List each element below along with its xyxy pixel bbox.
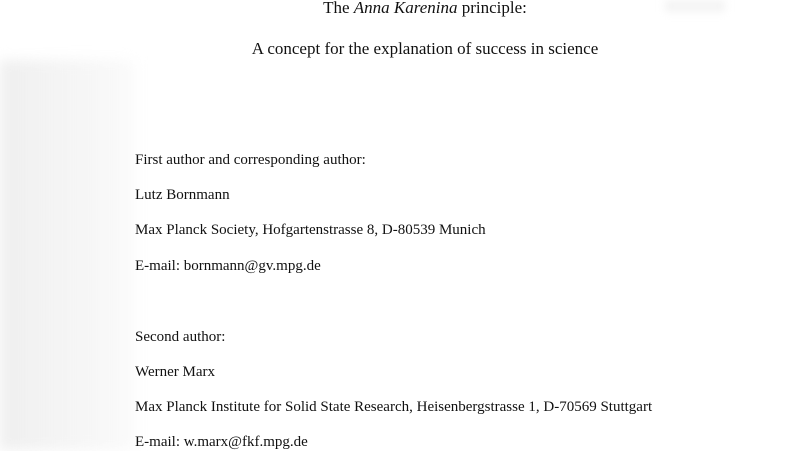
- title-suffix: principle:: [457, 0, 527, 17]
- second-author-heading: Second author:: [135, 329, 226, 345]
- first-author-name: Lutz Bornmann: [135, 187, 230, 203]
- second-author-email: E-mail: w.marx@fkf.mpg.de: [135, 434, 308, 450]
- first-author-affiliation: Max Planck Society, Hofgartenstrasse 8, D-80539 Munich: [135, 222, 486, 238]
- title-prefix: The: [323, 0, 354, 17]
- first-author-heading: First author and corresponding author:: [135, 152, 366, 168]
- second-author-name: Werner Marx: [135, 364, 216, 380]
- paper-subtitle: A concept for the explanation of success in science: [251, 39, 599, 58]
- first-author-email: E-mail: bornmann@gv.mpg.de: [135, 258, 321, 274]
- title-italic-phrase: Anna Karenina: [353, 0, 458, 17]
- paper-title: [0, 0, 800, 18]
- second-author-affiliation: Max Planck Institute for Solid State Research, Heisenbergstrasse 1, D-70569 Stuttgart: [135, 399, 653, 415]
